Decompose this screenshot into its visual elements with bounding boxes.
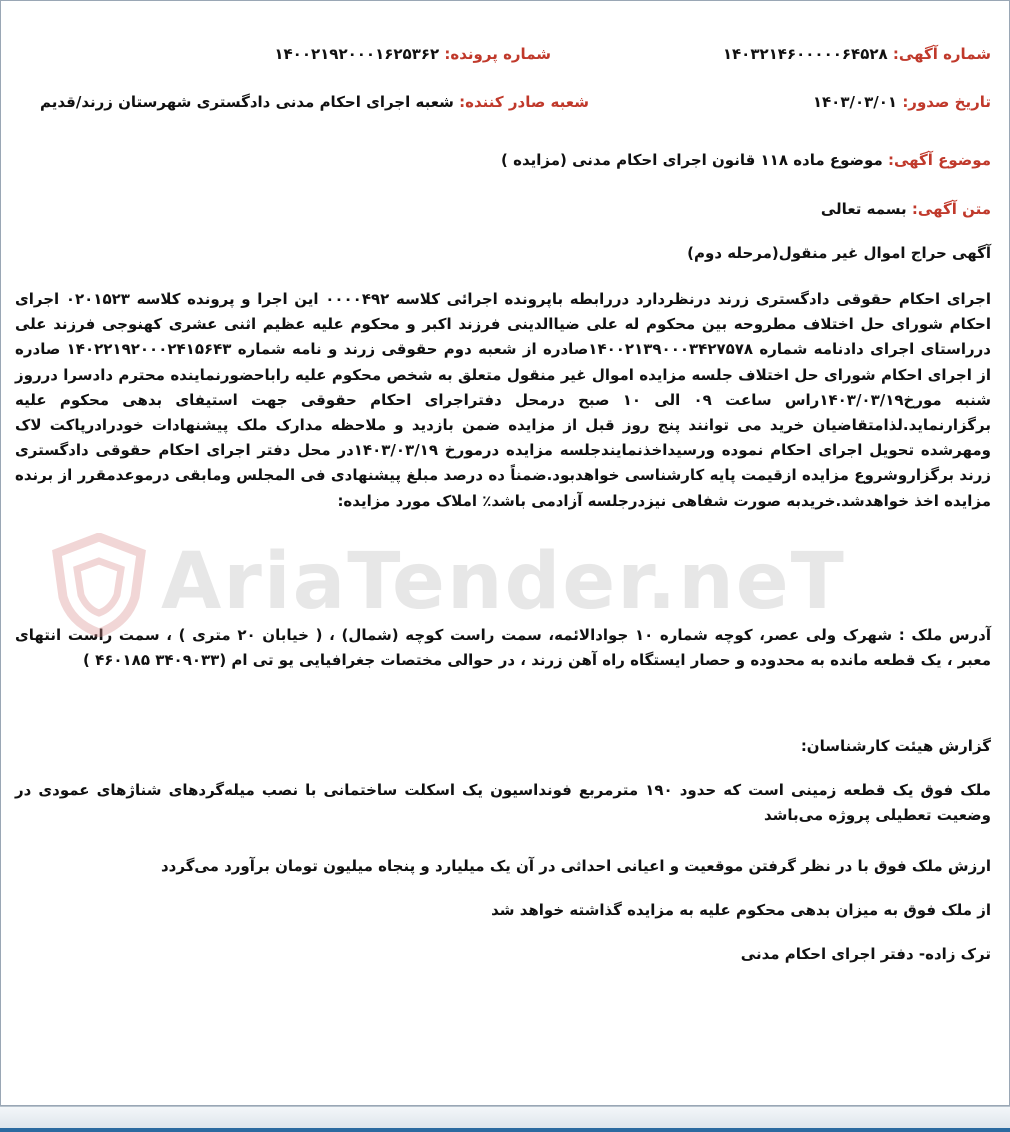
- case-number-label: شماره پرونده:: [444, 45, 551, 63]
- issuer-value: شعبه اجرای احکام مدنی دادگستری شهرستان زرند/قدیم: [39, 93, 454, 111]
- ad-number-value: ۱۴۰۳۲۱۴۶۰۰۰۰۰۶۴۵۲۸: [722, 45, 888, 63]
- case-number: [274, 45, 551, 63]
- bottom-scroll-strip: [0, 1106, 1010, 1132]
- text-row: [15, 200, 991, 226]
- bottom-accent-bar: [0, 1128, 1010, 1132]
- paragraph-main: اجرای احکام حقوقی دادگستری زرند درنظردارد دررابطه باپرونده اجرائی کلاسه ۰۰۰۰۴۹۲ این اجرا و پرونده کلاسه ۰۲۰۱۵۲۳ اجرای احکام شورای حل اختلاف مطروحه بین محکوم له علی ضیاالدینی فرزند اکبر و محکوم علیه عظیم اثنی عشری کهنوجی فرزند علی درراستای اجرای دادنامه شماره ۱۴۰۰۲۱۳۹۰۰۰۳۴۲۷۵۷۸صادره از شعبه دوم حقوقی زرند و نامه شماره ۱۴۰۲۲۱۹۲۰۰۰۲۴۱۵۶۴۳ صادره از اجرای احکام شورای حل اختلاف جلسه مزایده اموال غیر منقول متعلق به شخص محکوم علیه راباحضورنماینده محترم دادسرا درروز شنبه مورخ۱۴۰۳/۰۳/۱۹راس ساعت ۰۹ الی ۱۰ صبح درمحل دفتراجرای احکام حقوقی جهت استیفای بدهی محکوم علیه برگزارنماید.لذامتقاضیان خرید می توانند پنج روز قبل از مزایده ضمن بازدید و ملاحظه مدارک ملک پیشنهادات خودرادرپاکت لاک ومهرشده تحویل اجرای احکام نموده ورسیداخذنمایندجلسه مزایده درمورخ ۱۴۰۳/۰۳/۱۹در محل دفتر اجرای احکام حقوقی دادگستری زرند برگزاروشروع مزایده ازقیمت پایه کارشناسی خواهدبود.ضمناً ده درصد مبلغ پیشنهادی فی المجلس ومابقی درموعدمقرر از برنده مزایده اخذ خواهدشد.خریدبه صورت شفاهی نیزدرجلسه آزادمی باشد٪ املاک مورد مزایده:: [15, 290, 992, 510]
- header-row-1: [15, 45, 991, 71]
- case-number-value: ۱۴۰۰۲۱۹۲۰۰۰۱۶۲۵۳۶۲: [274, 45, 440, 63]
- subject-value: موضوع ماده ۱۱۸ قانون اجرای احکام مدنی (مزایده ): [501, 151, 883, 169]
- watermark-logo-icon: [49, 533, 149, 637]
- issue-date-value: ۱۴۰۳/۰۳/۰۱: [812, 93, 898, 111]
- ad-number-label: شماره آگهی:: [892, 45, 991, 63]
- subject-label: موضوع آگهی:: [887, 151, 991, 169]
- issue-date-label: تاریخ صدور:: [902, 93, 991, 111]
- text-label: متن آگهی:: [911, 200, 991, 218]
- paragraph-valuation: ارزش ملک فوق با در نظر گرفتن موقعیت و اعیانی احداثی در آن یک میلیارد و پنجاه میلیون تومان برآورد می‌گردد: [160, 857, 991, 875]
- subject-row: [15, 151, 991, 177]
- issuer-label: شعبه صادر کننده:: [459, 93, 589, 111]
- paragraph-signature: ترک زاده- دفتر اجرای احکام مدنی: [740, 945, 991, 963]
- header-row-2: [15, 93, 991, 119]
- paragraph-report: ملک فوق یک قطعه زمینی است که حدود ۱۹۰ مترمربع فونداسیون یک اسکلت ساختمانی با نصب میله‌گردهای شناژهای عمودی در وضعیت تعطیلی پروژه می‌باشد: [15, 781, 991, 825]
- watermark-text: AriaTender.neT: [161, 537, 846, 627]
- issue-date: [813, 93, 991, 111]
- paragraph-auction-share: از ملک فوق به میزان بدهی محکوم علیه به مزایده گذاشته خواهد شد: [491, 901, 991, 919]
- ad-number: [723, 45, 991, 63]
- issuer: [40, 93, 589, 111]
- text-value: بسمه تعالی: [820, 200, 907, 218]
- notice-heading: آگهی حراج اموال غیر منقول(مرحله دوم): [687, 244, 991, 262]
- paragraph-report-title: گزارش هیئت کارشناسان:: [800, 737, 991, 755]
- paragraph-address: آدرس ملک : شهرک ولی عصر، کوچه شماره ۱۰ جوادالائمه، سمت راست کوچه (شمال) ، ( خیابان ۲۰ متری ) ، سمت راست انتهای معبر ، یک قطعه مانده به محدوده و حصار ایستگاه راه آهن زرند ، در حوالی مختصات جغرافیایی یو تی ام (۳۴۰۹۰۳۳ ۴۶۰۱۸۵ ): [15, 626, 992, 670]
